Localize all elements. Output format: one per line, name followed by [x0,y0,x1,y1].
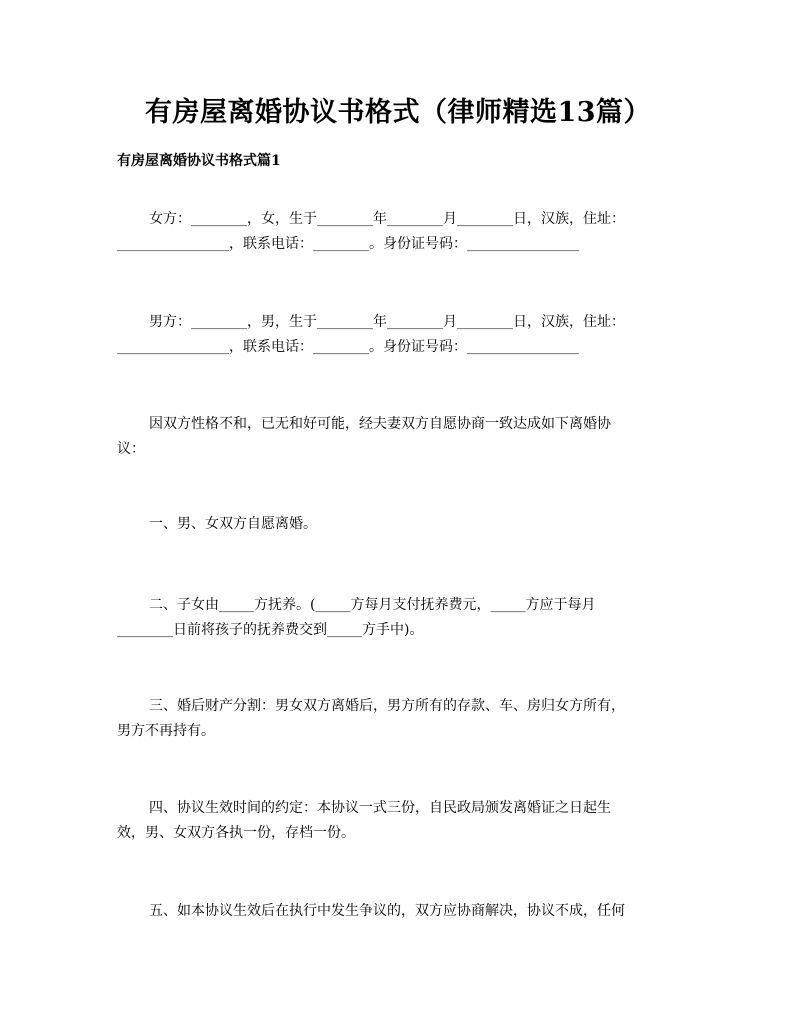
paragraph-line: 二、子女由_____方抚养。(_____方每月支付抚养费元，_____方应于每月 [149,597,596,613]
clause-3 [117,694,682,744]
section-heading: 有房屋离婚协议书格式篇1 [117,153,281,169]
paragraph-line: ________日前将孩子的抚养费交到_____方手中)。 [117,622,424,638]
clause-1 [117,512,682,537]
paragraph-line: ________________，联系电话：________。身份证号码：________________ [117,339,579,355]
clause-2 [117,593,682,643]
paragraph-line: 一、男、女双方自愿离婚。 [149,516,317,532]
paragraph-line: 男方不再持有。 [117,723,215,739]
clause-4 [117,796,682,846]
paragraph-line: 因双方性格不和，已无和好可能，经夫妻双方自愿协商一致达成如下离婚协 [149,416,611,432]
paragraph-line: 五、如本协议生效后在执行中发生争议的，双方应协商解决，协议不成，任何 [149,903,625,919]
paragraph-line: ________________，联系电话：________。身份证号码：________________ [117,236,579,252]
document-title: 有房屋离婚协议书格式（律师精选13篇） [144,97,652,128]
paragraph-line: 四、协议生效时间的约定：本协议一式三份，自民政局颁发离婚证之日起生 [149,800,611,816]
paragraph-line: 女方：________，女，生于________年________月________日，汉族，住址： [149,211,625,227]
paragraph-male-party [117,310,682,360]
clause-5 [117,899,682,924]
paragraph-intro [117,412,682,462]
paragraph-line: 议： [117,441,145,457]
paragraph-line: 效，男、女双方各执一份，存档一份。 [117,825,355,841]
paragraph-female-party [117,207,682,257]
paragraph-line: 三、婚后财产分割：男女双方离婚后，男方所有的存款、车、房归女方所有， [149,698,625,714]
paragraph-line: 男方：________，男，生于________年________月________日，汉族，住址： [149,314,625,330]
